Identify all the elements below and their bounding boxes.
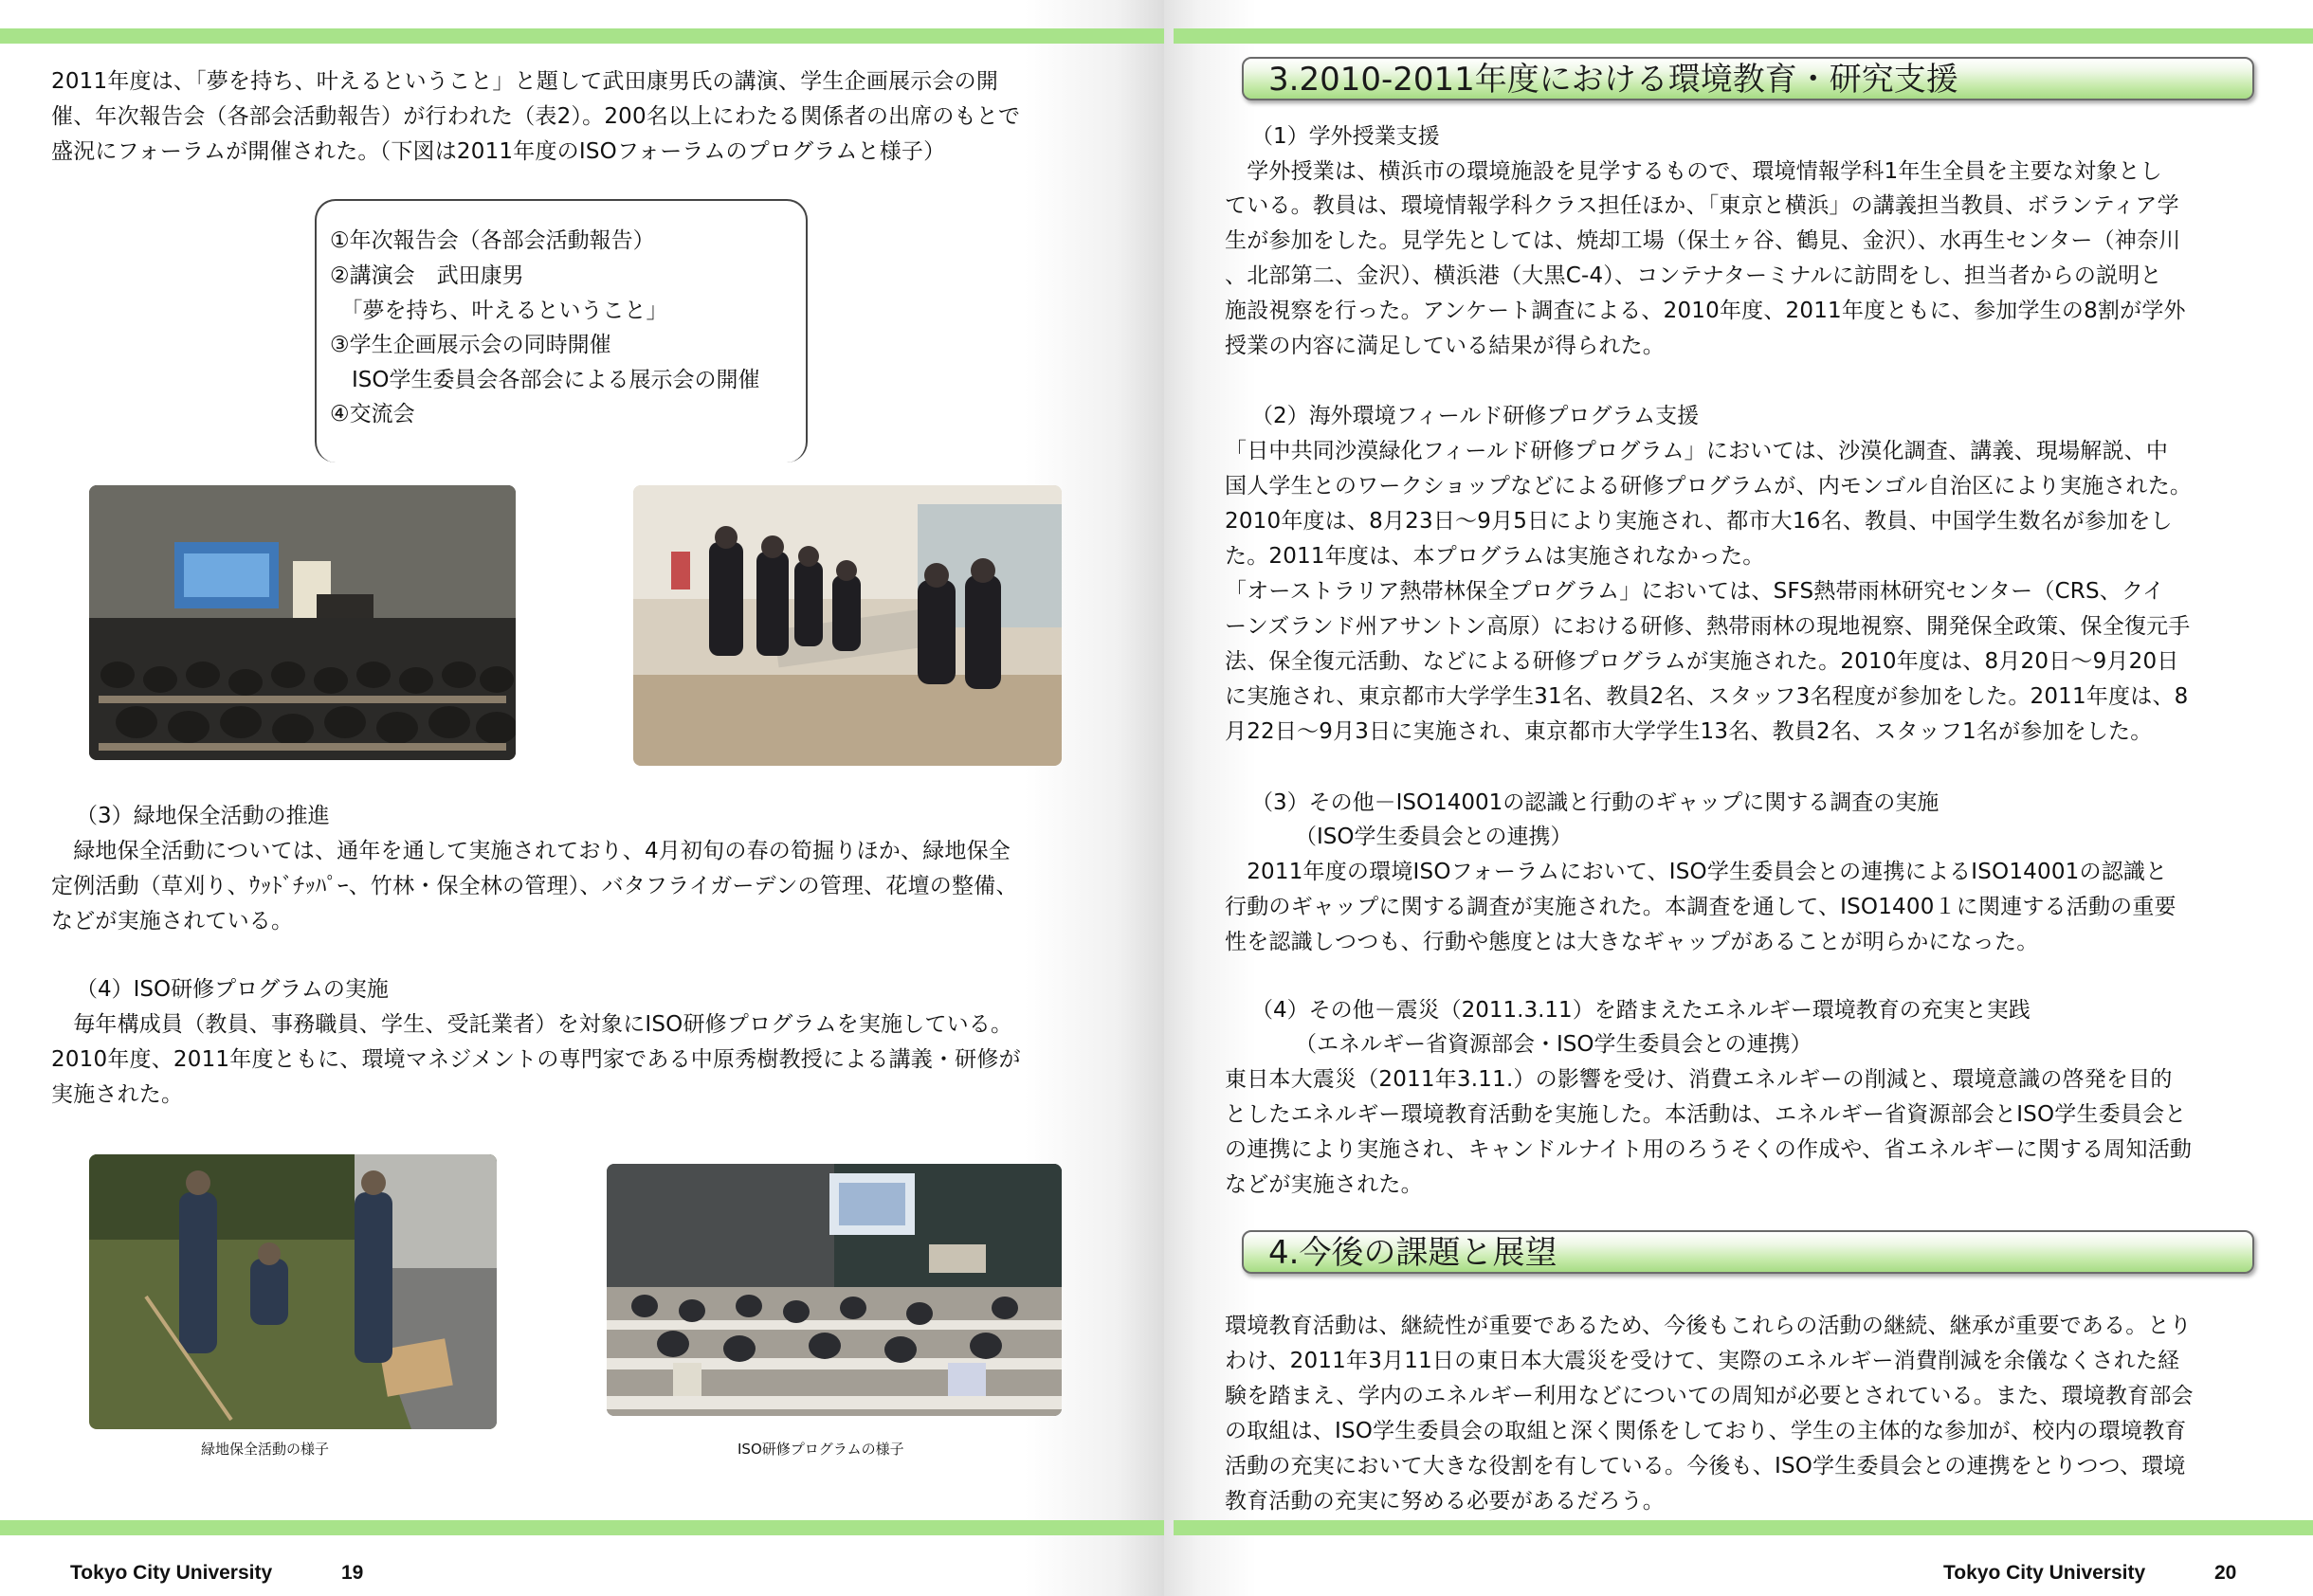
intro-line-3: 盛況にフォーラムが開催された。（下図は2011年度のISOフォーラムのプログラムと様子） <box>51 139 946 164</box>
caption-green-conservation: 緑地保全活動の様子 <box>201 1441 330 1458</box>
iso-training-photo <box>607 1164 1062 1416</box>
r-s3-line-3: 性を認識しつつも、行動や態度とは大きなギャップがあることが明らかになった。 <box>1225 930 2039 954</box>
r-s2-line-5: 「オーストラリア熱帯林保全プログラム」においては、SFS熱帯雨林研究センター（CRS、クイ <box>1225 579 2165 604</box>
section3-title: （3）緑地保全活動の推進 <box>76 804 330 828</box>
r-s1-line-5: 施設視察を行った。アンケート調査による、2010年度、2011年度ともに、参加学生の8割が学外 <box>1225 299 2186 323</box>
r-s5-line-3: 験を踏まえ、学内のエネルギー利用などについての周知が必要とされている。また、環境教育部会 <box>1225 1384 2194 1408</box>
section3-line-1: 緑地保全活動については、通年を通して実施されており、4月初旬の春の筍掘りほか、緑地保全 <box>51 839 1011 863</box>
r-s5-line-5: 活動の充実において大きな役割を有している。今後も、ISO学生委員会との連携をとりつつ、環境 <box>1225 1454 2186 1478</box>
program-box <box>315 199 808 462</box>
r-s2-line-7: 法、保全復元活動、などによる研修プログラムが実施された。2010年度は、8月20日〜9月20日 <box>1225 649 2179 674</box>
r-s2-line-1: 「日中共同沙漠緑化フィールド研修プログラム」においては、沙漠化調査、講義、現場解説、中 <box>1225 439 2169 463</box>
r-s3-line-1: 2011年度の環境ISOフォーラムにおいて、ISO学生委員会との連携によるISO14001の認識と <box>1225 860 2168 884</box>
r-s1-title: （1）学外授業支援 <box>1251 124 1440 149</box>
r-s4-line-4: などが実施された。 <box>1225 1172 1423 1197</box>
footer-university-right: Tokyo City University <box>1943 1562 2146 1584</box>
section4-line-2: 2010年度、2011年度ともに、環境マネジメントの専門家である中原秀樹教授による講義・研修が <box>51 1047 1021 1072</box>
caption-iso-training: ISO研修プログラムの様子 <box>738 1441 904 1458</box>
r-s2-line-6: ーンズランド州アサントン高原）における研修、熱帯雨林の現地視察、開発保全政策、保全復元手 <box>1225 614 2191 639</box>
r-s4-line-3: の連携により実施され、キャンドルナイト用のろうそくの作成や、省エネルギーに関する周知活動 <box>1225 1137 2193 1162</box>
section4-title: （4）ISO研修プログラムの実施 <box>76 977 389 1002</box>
section3-line-2: 定例活動（草刈り、ｳｯﾄﾞﾁｯﾊﾟｰ、竹林・保全林の管理）、バタフライガーデンの管理、花壇の整備、 <box>51 874 1018 898</box>
r-s4-line-1: 東日本大震災（2011年3.11.）の影響を受け、消費エネルギーの削減と、環境意識の啓発を目的 <box>1225 1067 2173 1092</box>
bottom-green-band-right <box>1174 1520 2313 1535</box>
program-item-5: ISO学生委員会各部会による展示会の開催 <box>330 368 760 392</box>
intro-line-1: 2011年度は、「夢を持ち、叶えるということ」と題して武田康男氏の講演、学生企画展示会の開 <box>51 69 999 94</box>
right-page <box>1164 0 2313 1596</box>
r-s1-line-3: 生が参加をした。見学先としては、焼却工場（保土ヶ谷、鶴見、金沢）、水再生センター（神奈川 <box>1225 228 2181 253</box>
footer-page-number: 19 <box>341 1562 364 1584</box>
footer-page-number-right: 20 <box>2214 1562 2237 1584</box>
r-s1-line-6: 授業の内容に満足している結果が得られた。 <box>1225 334 1665 358</box>
r-s1-line-4: 、北部第二、金沢）、横浜港（大黒C-4）、コンテナターミナルに訪問をし、担当者からの説明と <box>1225 263 2162 288</box>
r-s2-line-3: 2010年度は、8月23日〜9月5日により実施され、都市大16名、教員、中国学生数名が参加をし <box>1225 509 2173 534</box>
section-header-3 <box>1242 57 2254 100</box>
r-s2-line-4: た。2011年度は、本プログラムは実施されなかった。 <box>1225 544 1765 569</box>
top-green-band <box>0 28 1164 44</box>
r-s5-line-6: 教育活動の充実に努める必要があるだろう。 <box>1225 1489 1665 1514</box>
forum-auditorium-photo <box>89 485 516 760</box>
program-item-1: ①年次報告会（各部会活動報告） <box>330 228 655 253</box>
r-s1-line-2: ている。教員は、環境情報学科クラス担任ほか、「東京と横浜」の講義担当教員、ボランティア学 <box>1225 193 2179 218</box>
r-s4-title: （4）その他－震災（2011.3.11）を踏まえたエネルギー環境教育の充実と実践 <box>1251 998 2031 1023</box>
r-s2-line-9: 月22日〜9月3日に実施され、東京都市大学学生13名、教員2名、スタッフ1名が参加をした。 <box>1225 719 2153 744</box>
program-item-4: ③学生企画展示会の同時開催 <box>330 333 611 357</box>
program-item-6: ④交流会 <box>330 402 415 426</box>
r-s1-line-1: 学外授業は、横浜市の環境施設を見学するもので、環境情報学科1年生全員を主要な対象とし <box>1225 159 2162 184</box>
r-s3-title: （3）その他－ISO14001の認識と行動のギャップに関する調査の実施 <box>1251 790 1940 815</box>
r-s2-title: （2）海外環境フィールド研修プログラム支援 <box>1251 404 1700 428</box>
r-s4-line-2: としたエネルギー環境教育活動を実施した。本活動は、エネルギー省資源部会とISO学生委員会と <box>1225 1102 2187 1127</box>
r-s2-line-8: に実施され、東京都市大学学生31名、教員2名、スタッフ3名程度が参加をした。2011年度は、8 <box>1225 684 2189 709</box>
r-s5-line-4: の取組は、ISO学生委員会の取組と深く関係をしており、学生の主体的な参加が、校内の環境教育 <box>1225 1419 2187 1443</box>
r-s5-line-1: 環境教育活動は、継続性が重要であるため、今後もこれらの活動の継続、継承が重要である。とり <box>1225 1314 2192 1338</box>
intro-line-2: 催、年次報告会（各部会活動報告）が行われた（表2）。200名以上にわたる関係者の出席のもとで <box>51 104 1021 129</box>
top-green-band-right <box>1174 28 2313 44</box>
section4-line-3: 実施された。 <box>51 1082 184 1107</box>
section-header-4-text: 4.今後の課題と展望 <box>1268 1234 1557 1272</box>
section3-line-3: などが実施されている。 <box>51 909 294 934</box>
section-header-4 <box>1242 1230 2254 1274</box>
exhibition-photo <box>633 485 1062 766</box>
r-s4-subtitle: （エネルギー省資源部会・ISO学生委員会との連携） <box>1295 1032 1812 1057</box>
r-s3-subtitle: （ISO学生委員会との連携） <box>1295 825 1573 849</box>
section-header-3-text: 3.2010-2011年度における環境教育・研究支援 <box>1268 61 1958 99</box>
r-s5-line-2: わけ、2011年3月11日の東日本大震災を受けて、実際のエネルギー消費削減を余儀なくされた経 <box>1225 1349 2180 1373</box>
bottom-green-band <box>0 1520 1164 1535</box>
section4-line-1: 毎年構成員（教員、事務職員、学生、受託業者）を対象にISO研修プログラムを実施している。 <box>51 1012 1013 1037</box>
r-s3-line-2: 行動のギャップに関する調査が実施された。本調査を通して、ISO1400１に関連する活動の重要 <box>1225 895 2176 919</box>
program-item-2: ②講演会 武田康男 <box>330 263 524 288</box>
green-conservation-photo <box>89 1154 497 1429</box>
r-s2-line-2: 国人学生とのワークショップなどによる研修プログラムが、内モンゴル自治区により実施された。 <box>1225 474 2193 499</box>
footer-university: Tokyo City University <box>70 1562 273 1584</box>
program-item-3: 「夢を持ち、叶えるということ」 <box>330 299 668 323</box>
